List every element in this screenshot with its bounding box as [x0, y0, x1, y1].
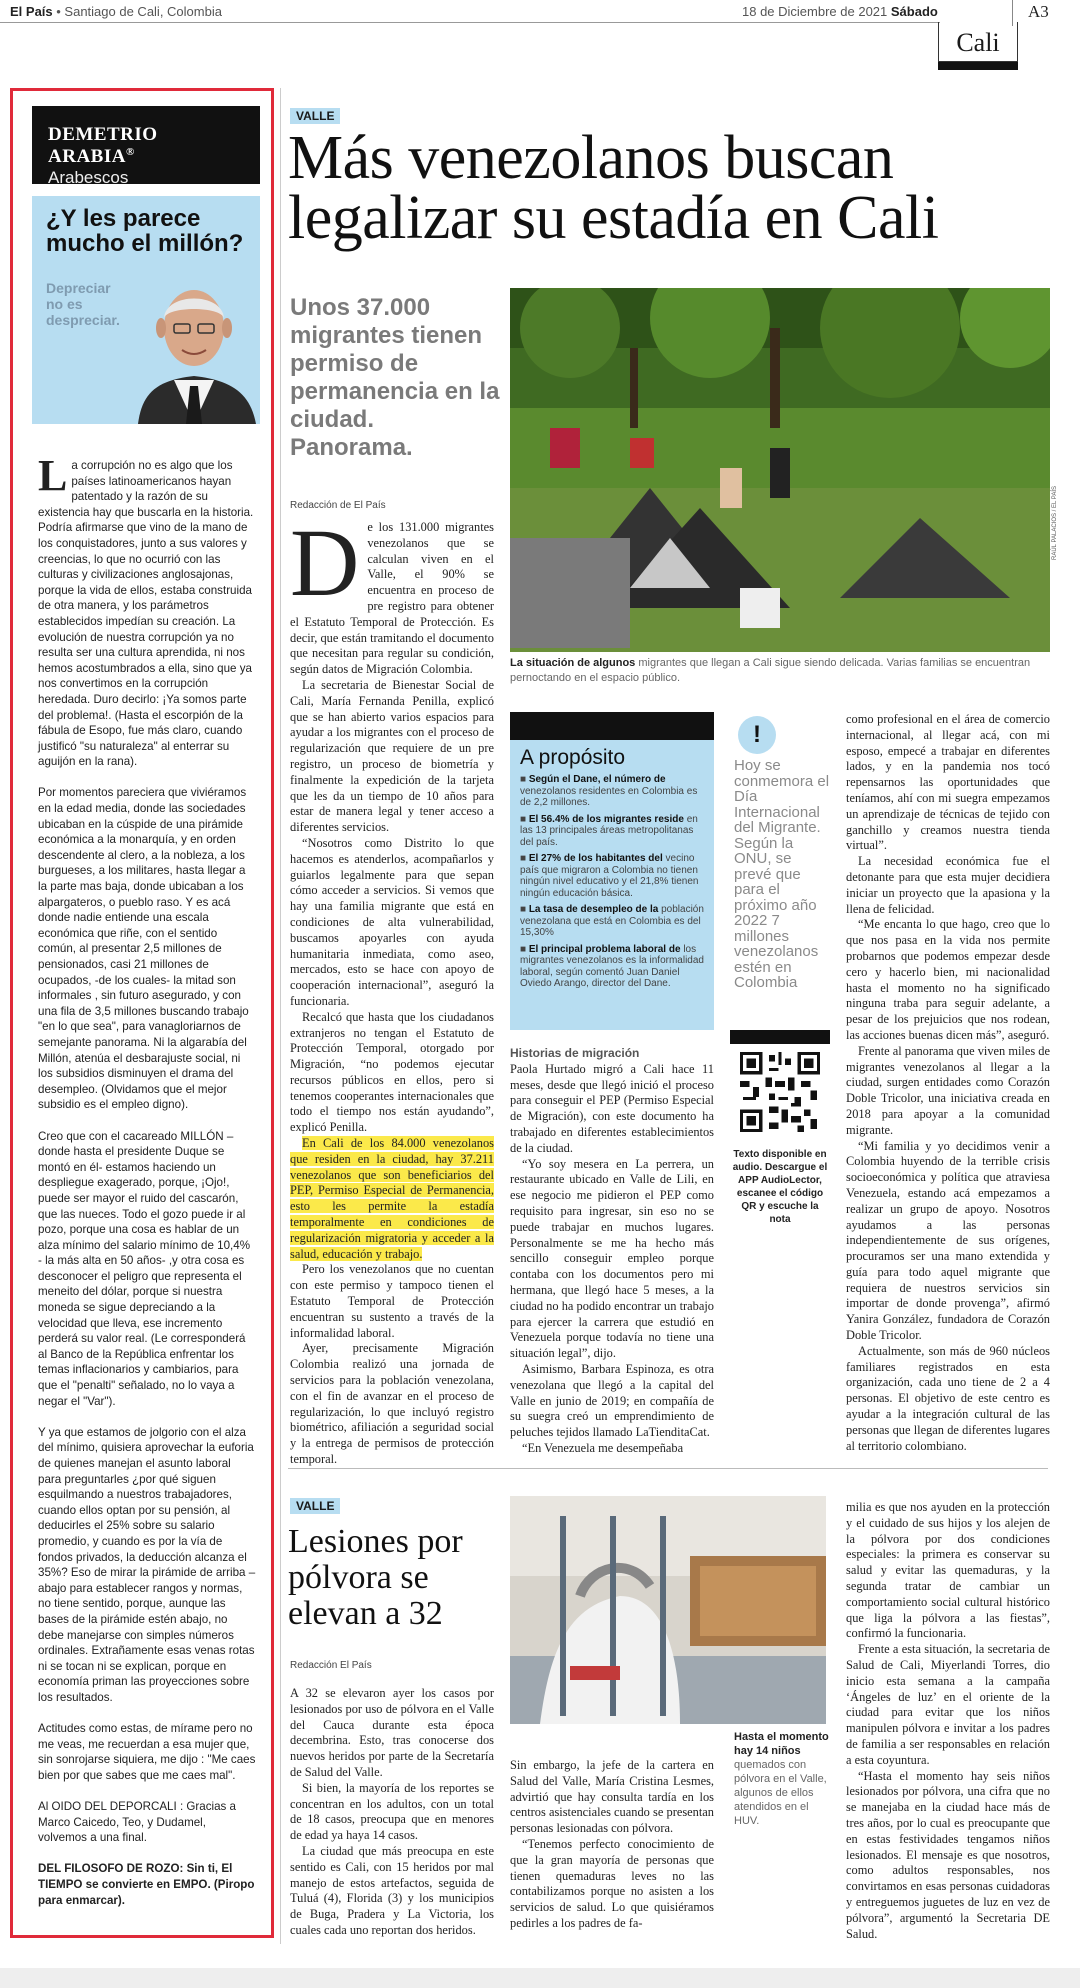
- paragraph: Frente a esta situación, la secretaria de Salud de Cali, Miyerlandi Torres, dio inicio esta semana a la campaña ‘Ángeles de luz’ en el oriente de la ciudad para evitar que los niños manipulen pólvora e invitar a los padres de familia a ser responsables en relación a esta coyuntura.: [846, 1642, 1050, 1767]
- paragraph: Si bien, la mayoría de los reportes se concentran en los adultos, con un total de 18 casos, preocupa que en menores de edad ya haya 14 casos.: [290, 1780, 494, 1843]
- article1-headline: Más venezolanos buscan legalizar su estadía en Cali: [288, 124, 939, 252]
- aproposito-item: ■ Según el Dane, el número de venezolanos residentes en Colombia es de 2,2 millones.: [520, 774, 698, 808]
- aproposito-item: ■ La tasa de desempleo de la población venezolana que está en Colombia es del 15,30%: [520, 904, 704, 938]
- column-paragraph: Actitudes como estas, de mírame pero no me veas, me recuerdan a esa mujer que, sin sonrojarse siquiera, me dijo : "Me caes bien por que sabes que me caes mal".: [38, 1722, 256, 1782]
- paragraph: A 32 se elevaron ayer los casos por lesionados por uso de pólvora en el Valle del Cauca durante esta época decembrina. Esto, tras conocerse dos nuevos heridos por parte de la Secretaría de Salud del Valle.: [290, 1686, 494, 1779]
- column-paragraph: Creo que con el cacareado MILLÓN –donde hasta el presidente Duque se montó en él- estamos haciendo un despliegue exagerado, porque, ¡Ojo!, puede ser mayor el ruido del cascarón, que las nueces. Todo el gozo puede ir al pozo, porque una cosa es hablar de un alza mínimo del salario mínimo de 10,4% - la más alta en 50 años- ,y otra cosa es desconocer el peligro que representa el meneito del dólar, porque si nuestra moneda se sigue depreciando a la velocidad que lleva, ese incremento perderá su valor real. (Le corresponderá al Banco de la República enfrentar los temas inflacionarios y cambiarios, para que el "penalti" señalado, no lo vaya a negar el "Var").: [38, 1129, 251, 1408]
- article2-photo: [510, 1496, 826, 1724]
- masthead: [0, 0, 1080, 30]
- section-bar: [938, 62, 1018, 70]
- paragraph: Recalcó que hasta que los ciudadanos extranjeros no tengan el Estatuto de Protección Temporal, otorgado por Migración, “no podemos ejecutar recursos públicos en ellos, pero si tenemos cooperantes internacionales que todo el tiempo nos están ayudando”, explicó Penilla.: [290, 1009, 494, 1135]
- paragraph: La necesidad económica fue el detonante para que esta mujer decidiera iniciar un proyecto que la apasiona y la llena de felicidad.: [846, 854, 1050, 916]
- column-divider: [280, 88, 281, 1944]
- article1-caption: [510, 656, 1040, 686]
- paragraph: “En Venezuela me desempeñaba: [522, 1440, 684, 1455]
- item-rest: vecino país que migraron a Colombia no tienen ningún nivel educativo y el 21,8% tienen ningún educación básica.: [520, 853, 699, 899]
- paragraph: Asimismo, Barbara Espinoza, es otra venezolana que llegó a la capital del Valle en junio de 2019; en compañía de su suegra creó un emprendimiento de peluches tejidos llamado LaTienditaCat.: [510, 1361, 714, 1440]
- item-lead: Según el Dane, el número de: [528, 774, 666, 785]
- footer-bar: [0, 1968, 1080, 1988]
- article1-kicker: VALLE: [290, 108, 340, 124]
- paragraph: “Nosotros como Distrito lo que hacemos es atenderlos, acompañarlos y guiarlos legalmente para que sepan cómo acceder a servicios. Si vemos que hay una familia migrante que está en condiciones de alta vulnerabilidad, buscamos apoyarles con ayuda humanitaria inmediata, como aseo, mercados, esto se hace con apoyo de cooperación internacional”, aseguró la funcionaria.: [290, 835, 494, 1008]
- article1-col3: [846, 712, 1050, 1454]
- column-paragraph: Al OIDO DEL DEPORCALI : Gracias a Marco Caicedo, Teo, y Dudamel, volvemos a una final.: [38, 1800, 237, 1845]
- column-paragraph: Por momentos pareciera que viviéramos en la edad media, donde las sociedades ubicaban en la cúspide de una pirámide económica a la monarquía, y en orden descendente al clero, a la nobleza, a los burgueses, a los militares, hasta llegar a la parte mas baja, donde ubicaban a los alpargateros, o pueblo raso. Y es acá donde nadie entiende una escala económica que riñe, con el sentido común, al presentar 2,5 millones de pensionados, casi 21 millones de ocupados, -de los cuales- la mitad son informales , sin futuro asegurado, y con una fila de 3,5 millones buscando trabajo "en lo que sea", para vanagloriarnos de semejante panorama. Ni la algarabía del Millón, atenúa el desbarajuste social, ni los subsidios disminuyen el drama del desempleo. (Olvidamos que el mejor subsidio es el empleo digno).: [38, 786, 249, 1112]
- column-name: Arabescos: [48, 168, 129, 187]
- paragraph: Actualmente, son más de 960 núcleos familiares registrados en esta organización, cada uno tiene de 2 a 4 personas. El objetivo de este centro es ayudar a la integración cultural de las personas que llegan de diferentes lugares al territorio colombiano.: [846, 1343, 1050, 1453]
- paper-name: El País: [10, 4, 53, 19]
- article1-col2: [510, 1046, 714, 1457]
- paragraph: La secretaria de Bienestar Social de Cali, María Fernanda Penilla, explicó que se han abierto varios espacios para ayudar a los migrantes con el proceso de regularización que requiere de un pre registro, un proceso de biometría y finalmente la expedición de la tarjeta que les da un tiempo de 10 años para estar de manera legal y tener acceso a diferentes servicios.: [290, 677, 494, 835]
- exclamation-icon: !: [738, 716, 776, 754]
- caption-lead: La situación de algunos: [510, 657, 636, 669]
- lead-text: e los 131.000 migrantes venezolanos que se calculan viven en el Valle, el 90% se encuentra en proceso de pre registro para obtener el Estatuto Temporal de Protección. Es decir, que están tramitando el documento que necesitan para regular su condición, según datos de Migración Colombia.: [290, 520, 494, 677]
- highlighted-paragraph: [290, 1136, 494, 1262]
- column-header: [32, 106, 260, 187]
- aproposito-title: A propósito: [520, 746, 626, 769]
- aproposito-item: ■ El 27% de los habitantes del vecino país que migraron a Colombia no tienen ningún nivel educativo y el 21,8% tienen ningún educación básica.: [520, 853, 699, 899]
- caption-rest: migrantes que llegan a Cali sigue siendo delicada. Varias familias se encuentran pernoctando en el espacio público.: [510, 657, 1031, 684]
- item-rest: venezolanos residentes en Colombia es de 2,2 millones.: [520, 785, 698, 808]
- article1-lead-paragraph: [290, 509, 494, 678]
- aproposito-box: [510, 712, 714, 1030]
- photo-credit: RAÚL PALACIOS / EL PAÍS: [1052, 485, 1058, 560]
- place: Santiago de Cali, Colombia: [64, 4, 222, 19]
- paragraph: Sin embargo, la jefe de la cartera en Salud del Valle, María Cristina Lesmes, advirtió que hay consulta tardía en los centros asistenciales cuando se presentan personas lesionadas con pólvora.: [510, 1758, 714, 1836]
- qr-text: Texto disponible en audio. Descargue el APP AudioLector, escanee el código QR y escuche la nota: [732, 1149, 828, 1225]
- article2-headline: Lesiones por pólvora se elevan a 32: [288, 1523, 463, 1632]
- opinion-column: [32, 106, 260, 424]
- column-title-box: [32, 196, 260, 424]
- article2-col1: [290, 1686, 494, 1939]
- column-body: [38, 451, 256, 1924]
- item-lead: El 27% de los habitantes del: [528, 853, 663, 864]
- column-title: ¿Y les parece mucho el millón?: [46, 205, 244, 257]
- item-rest: los migrantes venezolanos es la informalidad laboral, según comentó Juan Daniel Oviedo Arango, director del Dane.: [520, 943, 704, 989]
- item-rest: población venezolana que está en Colombia es del 15,30%: [520, 904, 704, 938]
- column-paragraph: Y ya que estamos de jolgorio con el alza del mínimo, quisiera aprovechar la euforia de quienes manejan el asunto laboral para preguntarles ¿por qué siguen esquilmando a nuestros trabajadores, cuando ellos optan por su pensión, al deducirles el 25% sobre su salario promedio, y cuando es por la vía de fondos privados, la deducción alcanza el 35%? Eso de mirar la pirámide de arriba –abajo para establecer rangos y normas, no tiene sentido, porque, aunque las bases de la pirámide estén abajo, no debe manejarse con simples números ordinales. Extrañamente esas venas rotas ni se tocan ni se explican, porque en economía priman las proyecciones sobre los resultados.: [38, 1425, 256, 1704]
- date: 18 de Diciembre de 2021: [742, 4, 888, 19]
- item-lead: El principal problema laboral de: [528, 943, 681, 955]
- paragraph: “Yo soy mesera en La perrera, un restaurante ubicado en Valle de Lili, en ese negocio me pidieron el PEP como requisito para ingresar, sin eso no se puede trabajar en muchos lugares. Personalmente se me ha hecho más sencillo conseguir empleo porque contaba con los documentos pero mi hermana, que llegó hace 5 meses, a la ciudad no ha podido encontrar un trabajo para ejercer la carrera que estudió en Venezuela porque todavía no tiene una situación legal”, dijo.: [510, 1156, 714, 1361]
- article2-col2: [510, 1758, 714, 1932]
- article2-byline: Redacción El País: [290, 1660, 372, 1671]
- author-photo: [128, 262, 260, 424]
- column-closing: DEL FILOSOFO DE ROZO: Sin ti, El TIEMPO se convierte en EMPO. (Piropo para enmarcar).: [38, 1862, 255, 1907]
- qr-bar: [730, 1030, 830, 1044]
- aproposito-bar: [510, 712, 714, 740]
- article2-kicker: VALLE: [290, 1498, 340, 1514]
- author-mark: ®: [125, 146, 135, 158]
- article2-caption: [734, 1730, 834, 1828]
- paragraph: La ciudad que más preocupa en este sentido es Cali, con 15 heridos por mal manejo de estos artefactos, seguida de Tuluá (4), Florida (3) y los municipios de Buga, Pradera y La Victoria, los cuales cada uno reportan dos heridos.: [290, 1843, 494, 1937]
- masthead-left: El País • Santiago de Cali, Colombia: [10, 4, 222, 19]
- column-subtitle: Depreciar no es despreciar.: [46, 280, 120, 328]
- dropcap: D: [290, 509, 360, 616]
- paragraph: Ayer, precisamente Migración Colombia realizó una jornada de servicios para la población venezolana, con el fin de avanzar en el proceso de regularización, lo que incluyó registro biométrico, afiliación a seguridad social y la entrega de permisos de protección temporal.: [290, 1341, 494, 1467]
- item-lead: La tasa de desempleo de la: [528, 904, 659, 915]
- caption-rest: quemados con pólvora en el Valle, algunos de ellos atendidos en el HUV.: [734, 1759, 827, 1827]
- item-rest: en las 13 principales áreas metropolitanas del país.: [520, 813, 698, 848]
- paragraph: “Me encanta lo que hago, creo que lo que nos pasa en la vida nos permite probarnos que podemos empezar desde cero y hacerlo bien, mi nacionalidad hasta el momento no ha significado ninguna traba para seguir adelante, a pesar de los prejuicios que nos rodean, las acciones buenas dicen más”, aseguró.: [846, 917, 1050, 1042]
- subhead: Historias de migración: [510, 1046, 640, 1060]
- paragraph: “Mi familia y yo decidimos venir a Colombia huyendo de la terrible crisis socioeconómica y política que atraviesa Venezuela, estando acá empezamos a realizar un grupo de apoyo. Nosotros ayudamos a las personas independientemente de sus orígenes, procuramos ser una mano extendida y guía para todo aquel migrante que requiera de nuestros servicios sin importar de donde provenga”, afirmó Yanira González, fundadora de Corazón Doble Tricolor.: [846, 1138, 1050, 1343]
- column-paragraph: La corrupción no es algo que los países latinoamericanos hayan patentado y la razón de su existencia hay que buscarla en la historia. Podría afirmarse que vino de la mano de los conquistadores, junto a sus valores y creencias, lo que no ocurrió con las culturas y civilizaciones anglosajonas, porque la vida de ellos, estaba construida de otra manera, y los parámetros establecidos impedían su creación. La evolución de nuestra corrupción ya no resulta ser una cultura aprendida, ni nos hemos acostumbrados a ella, sino que ya nos convertimos en la corrupción heredada. Duro decirlo: ¡Ya somos parte del problema!. (Hasta el escorpión de la fábula de Esopo, fue más claro, cuando justificó "su naturaleza" al enterrar su aguijón en la rana).: [38, 451, 254, 769]
- author-name: DEMETRIO ARABIA: [48, 124, 158, 167]
- article-separator: [288, 1468, 1048, 1469]
- weekday: Sábado: [890, 4, 938, 19]
- paragraph: milia es que nos ayuden en la protección y el cuidado de sus hijos y los alejen de la pólvora por dos condiciones especiales: la primera es conservar su salud y evitar las quemaduras, y la segunda tratar de cambiar un comportamiento social cultural histórico que liga la pólvora a las fiestas”, confirmó la funcionaria.: [846, 1500, 1050, 1641]
- item-lead: El 56.4% de los migrantes reside: [528, 813, 684, 825]
- header-rule: [0, 22, 940, 23]
- section-tag: Cali: [938, 22, 1018, 62]
- sidebar-quote: Hoy se conmemora el Día Internacional del Migrante. Según la ONU, se prevé que para el próximo año 2022 7 millones venezolanos estén en Colombia: [734, 757, 830, 991]
- qr-code-icon: [740, 1052, 820, 1132]
- article1-col1: [290, 509, 494, 1468]
- article1-byline: Redacción de El País: [290, 500, 386, 511]
- paragraph: Frente al panorama que viven miles de migrantes venezolanos al llegar a la ciudad, surgen entidades como Corazón Doble Tricolor, una iniciativa creada en 2018 para apoyar a la comunidad migrante.: [846, 1043, 1050, 1137]
- paragraph: Pero los venezolanos que no cuentan con este permiso y tampoco tienen el Estatuto Temporal de Protección encuentran su sustento a través de la informalidad laboral.: [290, 1262, 494, 1340]
- paragraph: como profesional en el área de comercio internacional, al llegar acá, con mi esposo, empecé a trabajar en diferentes lados, y en la pandemia nos tocó repensarnos las oportunidades que teníamos, ahí con mi suegra empezamos un aprendizaje de técnicas de tejido con ganchillo y creamos nuestra tienda virtual”.: [846, 712, 1050, 853]
- aproposito-item: ■ El 56.4% de los migrantes reside en las 13 principales áreas metropolitanas del país.: [520, 813, 698, 848]
- article2-col3: [846, 1500, 1050, 1942]
- caption-lead: Hasta el momento hay 14 niños: [734, 1731, 829, 1757]
- page-number: A3: [1028, 2, 1049, 21]
- article1-deck: Unos 37.000 migrantes tienen permiso de permanencia en la ciudad. Panorama.: [290, 294, 500, 461]
- masthead-date: [742, 4, 938, 19]
- aproposito-item: ■ El principal problema laboral de los migrantes venezolanos es la informalidad laboral, según comentó Juan Daniel Oviedo Arango, director del Dane.: [520, 943, 704, 989]
- paragraph: “Tenemos perfecto conocimiento de que la gran mayoría de personas que tienen quemaduras leves no las contabilizamos porque no asisten a los servicios de salud. Lo que quisiéramos pedirles a los padres de fa-: [510, 1836, 714, 1930]
- column-author: [48, 124, 246, 168]
- paragraph: “Hasta el momento hay seis niños lesionados por pólvora, una cifra que no se manejaba en la ciudad hace más de tres años, por lo cual es preocupante que en estas festividades tengamos niños lesionados. El mensaje es que nosotros, como adultos responsables, nos convirtamos en esas personas cuidadoras y entreguemos juguetes de luz en vez de pólvora”, argumentó la Secretaria DE Salud.: [846, 1768, 1050, 1941]
- paragraph: Paola Hurtado migró a Cali hace 11 meses, desde que llegó inició el proceso para conseguir el PEP (Permiso Especial de Migración), con este documento ha trabajado en diferentes establecimientos de la ciudad.: [510, 1061, 714, 1155]
- article1-photo: [510, 288, 1050, 652]
- highlighted-text: En Cali de los 84.000 venezolanos que residen en la ciudad, hay 37.211 venezolanos que son beneficiarios del PEP, Permiso Especial de Permanencia, esto les permite la estadía temporalmente en condiciones de regularización migratoria y acceder a la salud, educación y trabajo.: [290, 1136, 494, 1261]
